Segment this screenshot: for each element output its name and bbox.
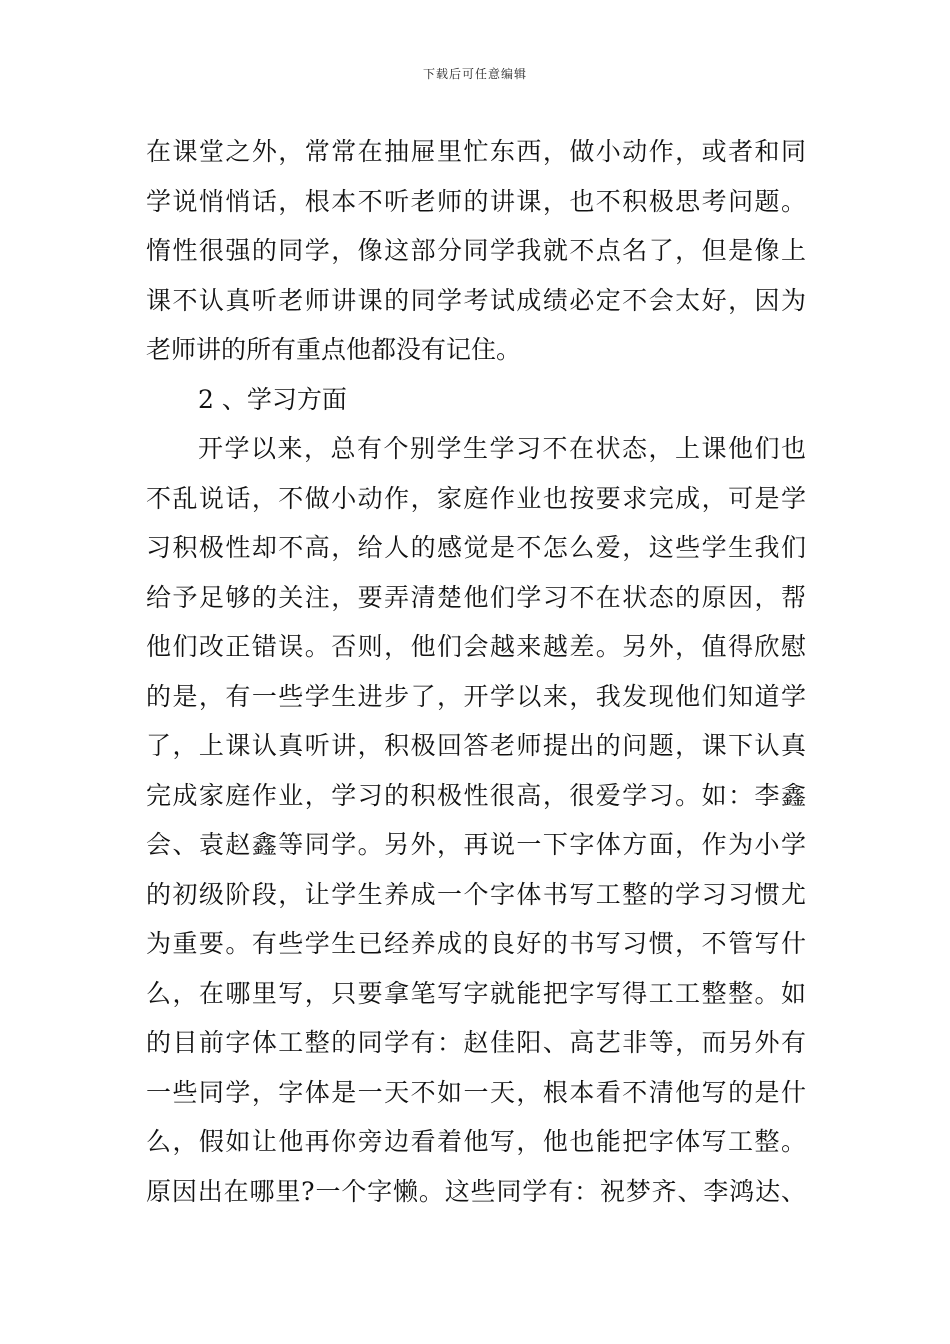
text-line: 为重要。有些学生已经养成的良好的书写习惯，不管写什 (146, 929, 806, 958)
section-heading: 2 、学习方面 (198, 384, 347, 414)
text-line: 么，假如让他再你旁边看着他写，他也能把字体写工整。 (146, 1127, 806, 1156)
text-line: 的是，有一些学生进步了，开学以来，我发现他们知道学 (146, 681, 806, 711)
text-line: 么，在哪里写，只要拿笔写字就能把字写得工工整整。如 (146, 978, 806, 1008)
text-line: 给予足够的关注，要弄清楚他们学习不在状态的原因，帮 (146, 582, 806, 612)
text-line: 学说悄悄话，根本不听老师的讲课，也不积极思考问题。 (146, 186, 806, 216)
paragraph-start-line: 开学以来，总有个别学生学习不在状态，上课他们也 (198, 434, 806, 463)
text-line: 在课堂之外，常常在抽屉里忙东西，做小动作，或者和同 (146, 137, 806, 166)
document-body (146, 127, 806, 1216)
text-line: 的初级阶段，让学生养成一个字体书写工整的学习习惯尤 (146, 879, 806, 909)
text-line: 原因出在哪里?一个字懒。这些同学有：祝梦齐、李鸿达、 (146, 1176, 806, 1206)
text-line: 惰性很强的同学，像这部分同学我就不点名了，但是像上 (146, 236, 806, 265)
text-line: 了，上课认真听讲，积极回答老师提出的问题，课下认真 (146, 731, 806, 760)
text-line: 他们改正错误。否则，他们会越来越差。另外，值得欣慰 (146, 632, 806, 661)
page-header: 下载后可任意编辑 (422, 67, 527, 81)
text-line: 完成家庭作业，学习的积极性很高，很爱学习。如：李鑫 (146, 780, 806, 810)
text-line: 习积极性却不高，给人的感觉是不怎么爱，这些学生我们 (146, 533, 806, 562)
text-line: 一些同学，字体是一天不如一天，根本看不清他写的是什 (146, 1077, 806, 1107)
text-line: 会、袁赵鑫等同学。另外，再说一下字体方面，作为小学 (146, 830, 806, 859)
text-line: 不乱说话，不做小动作，家庭作业也按要求完成，可是学 (146, 483, 806, 513)
text-line: 老师讲的所有重点他都没有记住。 (146, 335, 522, 364)
text-line: 课不认真听老师讲课的同学考试成绩必定不会太好，因为 (146, 285, 806, 315)
text-line: 的目前字体工整的同学有：赵佳阳、高艺非等，而另外有 (146, 1028, 806, 1057)
